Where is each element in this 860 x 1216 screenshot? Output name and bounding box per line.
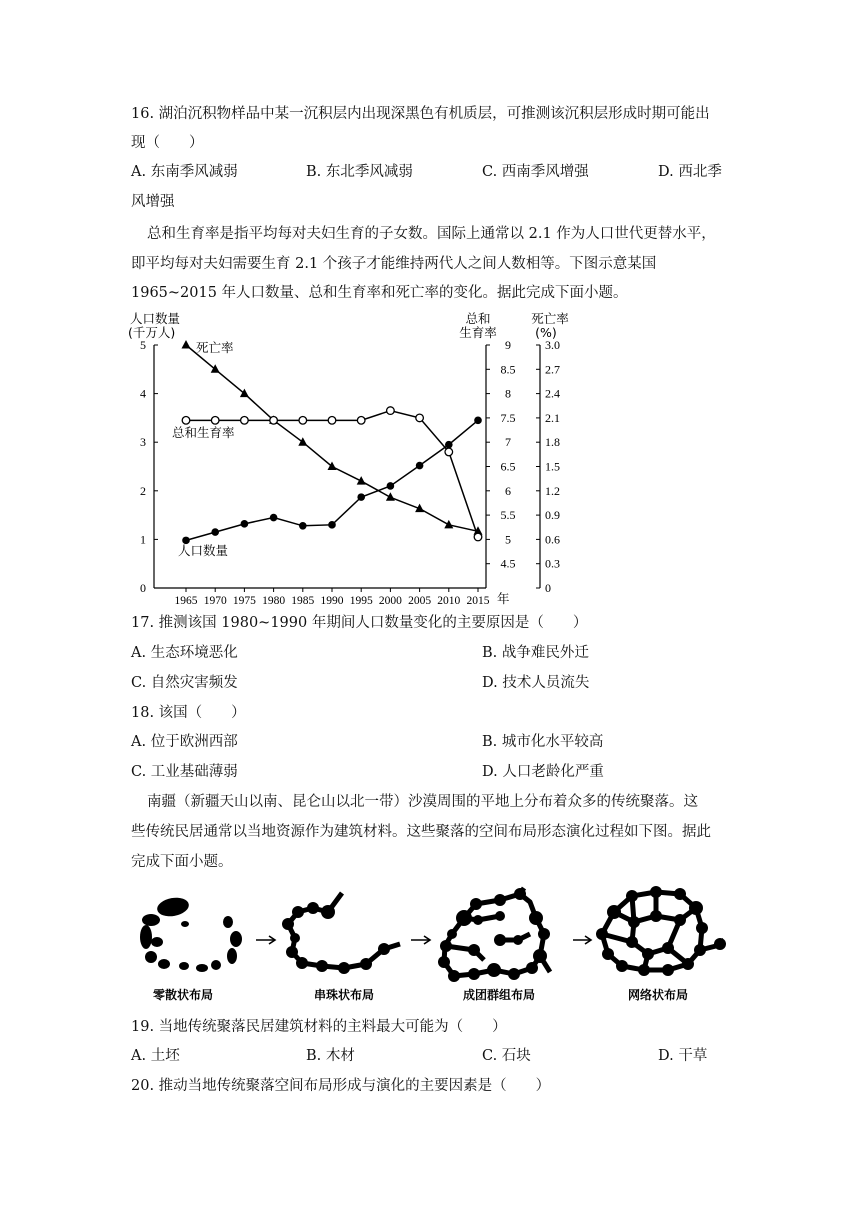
network-layout-label: 网络状布局 xyxy=(627,988,689,1002)
scattered-layout-label: 零散状布局 xyxy=(152,988,214,1002)
x-axis-tick-label: 1965 xyxy=(174,595,198,607)
x-axis-tick-label: 1980 xyxy=(262,595,286,607)
population-point xyxy=(474,417,482,425)
passage2-line1: 南疆（新疆天山以南、昆仑山以北一带）沙漠周围的平地上分布着众多的传统聚落。这 xyxy=(147,794,698,810)
fertility-rate-point xyxy=(182,417,190,425)
q19-option-d[interactable]: D. 干草 xyxy=(658,1048,708,1064)
arrow-icon xyxy=(573,936,591,944)
fertility-rate-point xyxy=(270,417,278,425)
x-axis-tick-label: 2000 xyxy=(378,595,402,607)
q18-option-c[interactable]: C. 工业基础薄弱 xyxy=(131,764,238,780)
fertility-rate-point xyxy=(416,414,424,422)
left-axis-tick-label: 0 xyxy=(140,581,146,595)
left-axis-label-line2: (千万人) xyxy=(128,325,176,340)
right-axis1-label-line2: 生育率 xyxy=(459,325,497,340)
population-chart xyxy=(120,305,590,615)
right-axis2-tick-label: 0.9 xyxy=(545,508,560,523)
population-point xyxy=(387,482,395,490)
q17-stem: 17. 推测该国 1980~1990 年期间人口数量变化的主要原因是（ ） xyxy=(131,615,588,631)
q18-option-d[interactable]: D. 人口老龄化严重 xyxy=(482,764,604,780)
x-axis-unit: 年 xyxy=(497,591,510,606)
clustered-layout-diagram xyxy=(438,888,550,982)
fertility-rate-point xyxy=(387,407,395,415)
x-axis-tick-label: 1970 xyxy=(203,595,227,607)
right-axis2-tick-label: 2.7 xyxy=(545,362,560,377)
x-axis-tick-label: 1995 xyxy=(349,595,373,607)
left-axis-label-line1: 人口数量 xyxy=(130,311,181,326)
population-point xyxy=(416,462,424,470)
q20-stem: 20. 推动当地传统聚落空间布局形成与演化的主要因素是（ ） xyxy=(131,1078,551,1094)
right-axis2-tick-label: 3.0 xyxy=(545,338,560,352)
passage1-line3: 1965~2015 年人口数量、总和生育率和死亡率的变化。据此完成下面小题。 xyxy=(131,285,628,301)
passage1-line1: 总和生育率是指平均每对夫妇生育的子女数。国际上通常以 2.1 作为人口世代更替水平， xyxy=(147,226,716,242)
population-point xyxy=(445,441,453,449)
right-axis2-tick-label: 1.5 xyxy=(545,459,560,474)
x-axis-tick-label: 1985 xyxy=(291,595,315,607)
q17-option-d[interactable]: D. 技术人员流失 xyxy=(482,675,590,691)
arrow-icon xyxy=(256,936,275,944)
population-point xyxy=(241,520,249,528)
network-layout-diagram xyxy=(596,886,726,976)
passage2-line3: 完成下面小题。 xyxy=(131,854,233,870)
left-axis-tick-label: 3 xyxy=(140,435,146,450)
right-axis2-tick-label: 2.4 xyxy=(545,386,560,401)
right-axis1-tick-label: 5.5 xyxy=(500,508,516,523)
x-axis-tick-label: 1975 xyxy=(232,595,256,607)
death-rate-point xyxy=(298,437,307,446)
right-axis2-tick-label: 2.1 xyxy=(545,410,560,425)
left-axis-tick-label: 1 xyxy=(140,532,146,547)
right-axis1-tick-label: 8.5 xyxy=(500,362,516,377)
arrow-icon xyxy=(411,936,430,944)
scattered-layout-diagram xyxy=(140,895,242,972)
q18-option-a[interactable]: A. 位于欧洲西部 xyxy=(131,734,238,750)
right-axis2-tick-label: 1.8 xyxy=(545,435,560,450)
fertility-rate-point xyxy=(328,417,336,425)
fertility-rate-point xyxy=(357,417,365,425)
series-label-death-rate: 死亡率 xyxy=(196,340,234,355)
right-axis1-tick-label: 7 xyxy=(505,435,511,450)
clustered-layout-label: 成团群组布局 xyxy=(462,988,536,1002)
fertility-rate-point xyxy=(445,448,453,456)
q17-option-a[interactable]: A. 生态环境恶化 xyxy=(131,645,238,661)
beaded-layout-diagram xyxy=(282,893,400,974)
settlement-evolution-figure xyxy=(128,882,734,1007)
q19-option-b[interactable]: B. 木材 xyxy=(306,1048,355,1064)
death-rate-point xyxy=(386,492,395,501)
population-point xyxy=(211,528,219,536)
q17-option-c[interactable]: C. 自然灾害频发 xyxy=(131,675,238,691)
x-axis-tick-label: 1990 xyxy=(320,595,344,607)
right-axis2-label-line2: (%) xyxy=(535,325,557,340)
q16-option-a[interactable]: A. 东南季风减弱 xyxy=(131,164,238,180)
right-axis1-tick-label: 5 xyxy=(505,532,511,547)
right-axis1-tick-label: 8 xyxy=(505,386,511,401)
right-axis1-tick-label: 6 xyxy=(505,483,511,498)
right-axis2-tick-label: 0 xyxy=(545,581,551,595)
death-rate-point xyxy=(240,389,249,398)
q16-option-d-continuation: 风增强 xyxy=(131,194,175,210)
fertility-rate-point xyxy=(299,417,307,425)
q16-stem-line2: 现（ ） xyxy=(131,135,204,151)
series-label-fertility: 总和生育率 xyxy=(172,425,235,440)
q16-option-d[interactable]: D. 西北季 xyxy=(658,164,722,180)
fertility-rate-point xyxy=(211,417,219,425)
population-point xyxy=(299,522,307,530)
population-point xyxy=(270,514,278,522)
q16-option-c[interactable]: C. 西南季风增强 xyxy=(482,164,589,180)
population-point xyxy=(357,493,365,501)
left-axis-tick-label: 4 xyxy=(140,386,146,401)
q16-option-b[interactable]: B. 东北季风减弱 xyxy=(306,164,413,180)
left-axis-tick-label: 5 xyxy=(140,338,146,352)
q17-option-b[interactable]: B. 战争难民外迁 xyxy=(482,645,589,661)
right-axis2-tick-label: 0.6 xyxy=(545,532,560,547)
right-axis1-tick-label: 4.5 xyxy=(500,556,516,571)
q19-option-c[interactable]: C. 石块 xyxy=(482,1048,531,1064)
x-axis-tick-label: 2010 xyxy=(437,595,461,607)
right-axis2-tick-label: 1.2 xyxy=(545,483,560,498)
right-axis1-tick-label: 7.5 xyxy=(500,410,516,425)
x-axis-tick-label: 2015 xyxy=(466,595,490,607)
right-axis1-label-line1: 总和 xyxy=(465,311,491,326)
fertility-rate-point xyxy=(474,533,482,541)
series-label-population: 人口数量 xyxy=(178,543,229,558)
q18-option-b[interactable]: B. 城市化水平较高 xyxy=(482,734,604,750)
right-axis2-label-line1: 死亡率 xyxy=(531,311,569,326)
death-rate-point xyxy=(182,340,191,349)
x-axis-tick-label: 2005 xyxy=(408,595,432,607)
beaded-layout-label: 串珠状布局 xyxy=(313,988,375,1002)
q19-option-a[interactable]: A. 土坯 xyxy=(131,1048,180,1064)
q18-stem: 18. 该国（ ） xyxy=(131,705,246,721)
death-rate-point xyxy=(444,520,453,529)
right-axis1-tick-label: 9 xyxy=(505,338,511,352)
death-rate-point xyxy=(211,364,220,373)
left-axis-tick-label: 2 xyxy=(140,483,146,498)
right-axis2-tick-label: 0.3 xyxy=(545,556,560,571)
death-rate-point xyxy=(328,462,337,471)
q16-stem-line1: 16. 湖泊沉积物样品中某一沉积层内出现深黑色有机质层，可推测该沉积层形成时期可能出 xyxy=(131,106,710,122)
population-point xyxy=(328,521,336,529)
right-axis1-tick-label: 6.5 xyxy=(500,459,516,474)
passage2-line2: 些传统民居通常以当地资源作为建筑材料。这些聚落的空间布局形态演化过程如下图。据此 xyxy=(131,824,711,840)
fertility-rate-point xyxy=(241,417,249,425)
passage1-line2: 即平均每对夫妇需要生育 2.1 个孩子才能维持两代人之间人数相等。下图示意某国 xyxy=(131,256,657,272)
q19-stem: 19. 当地传统聚落民居建筑材料的主料最大可能为（ ） xyxy=(131,1019,507,1035)
